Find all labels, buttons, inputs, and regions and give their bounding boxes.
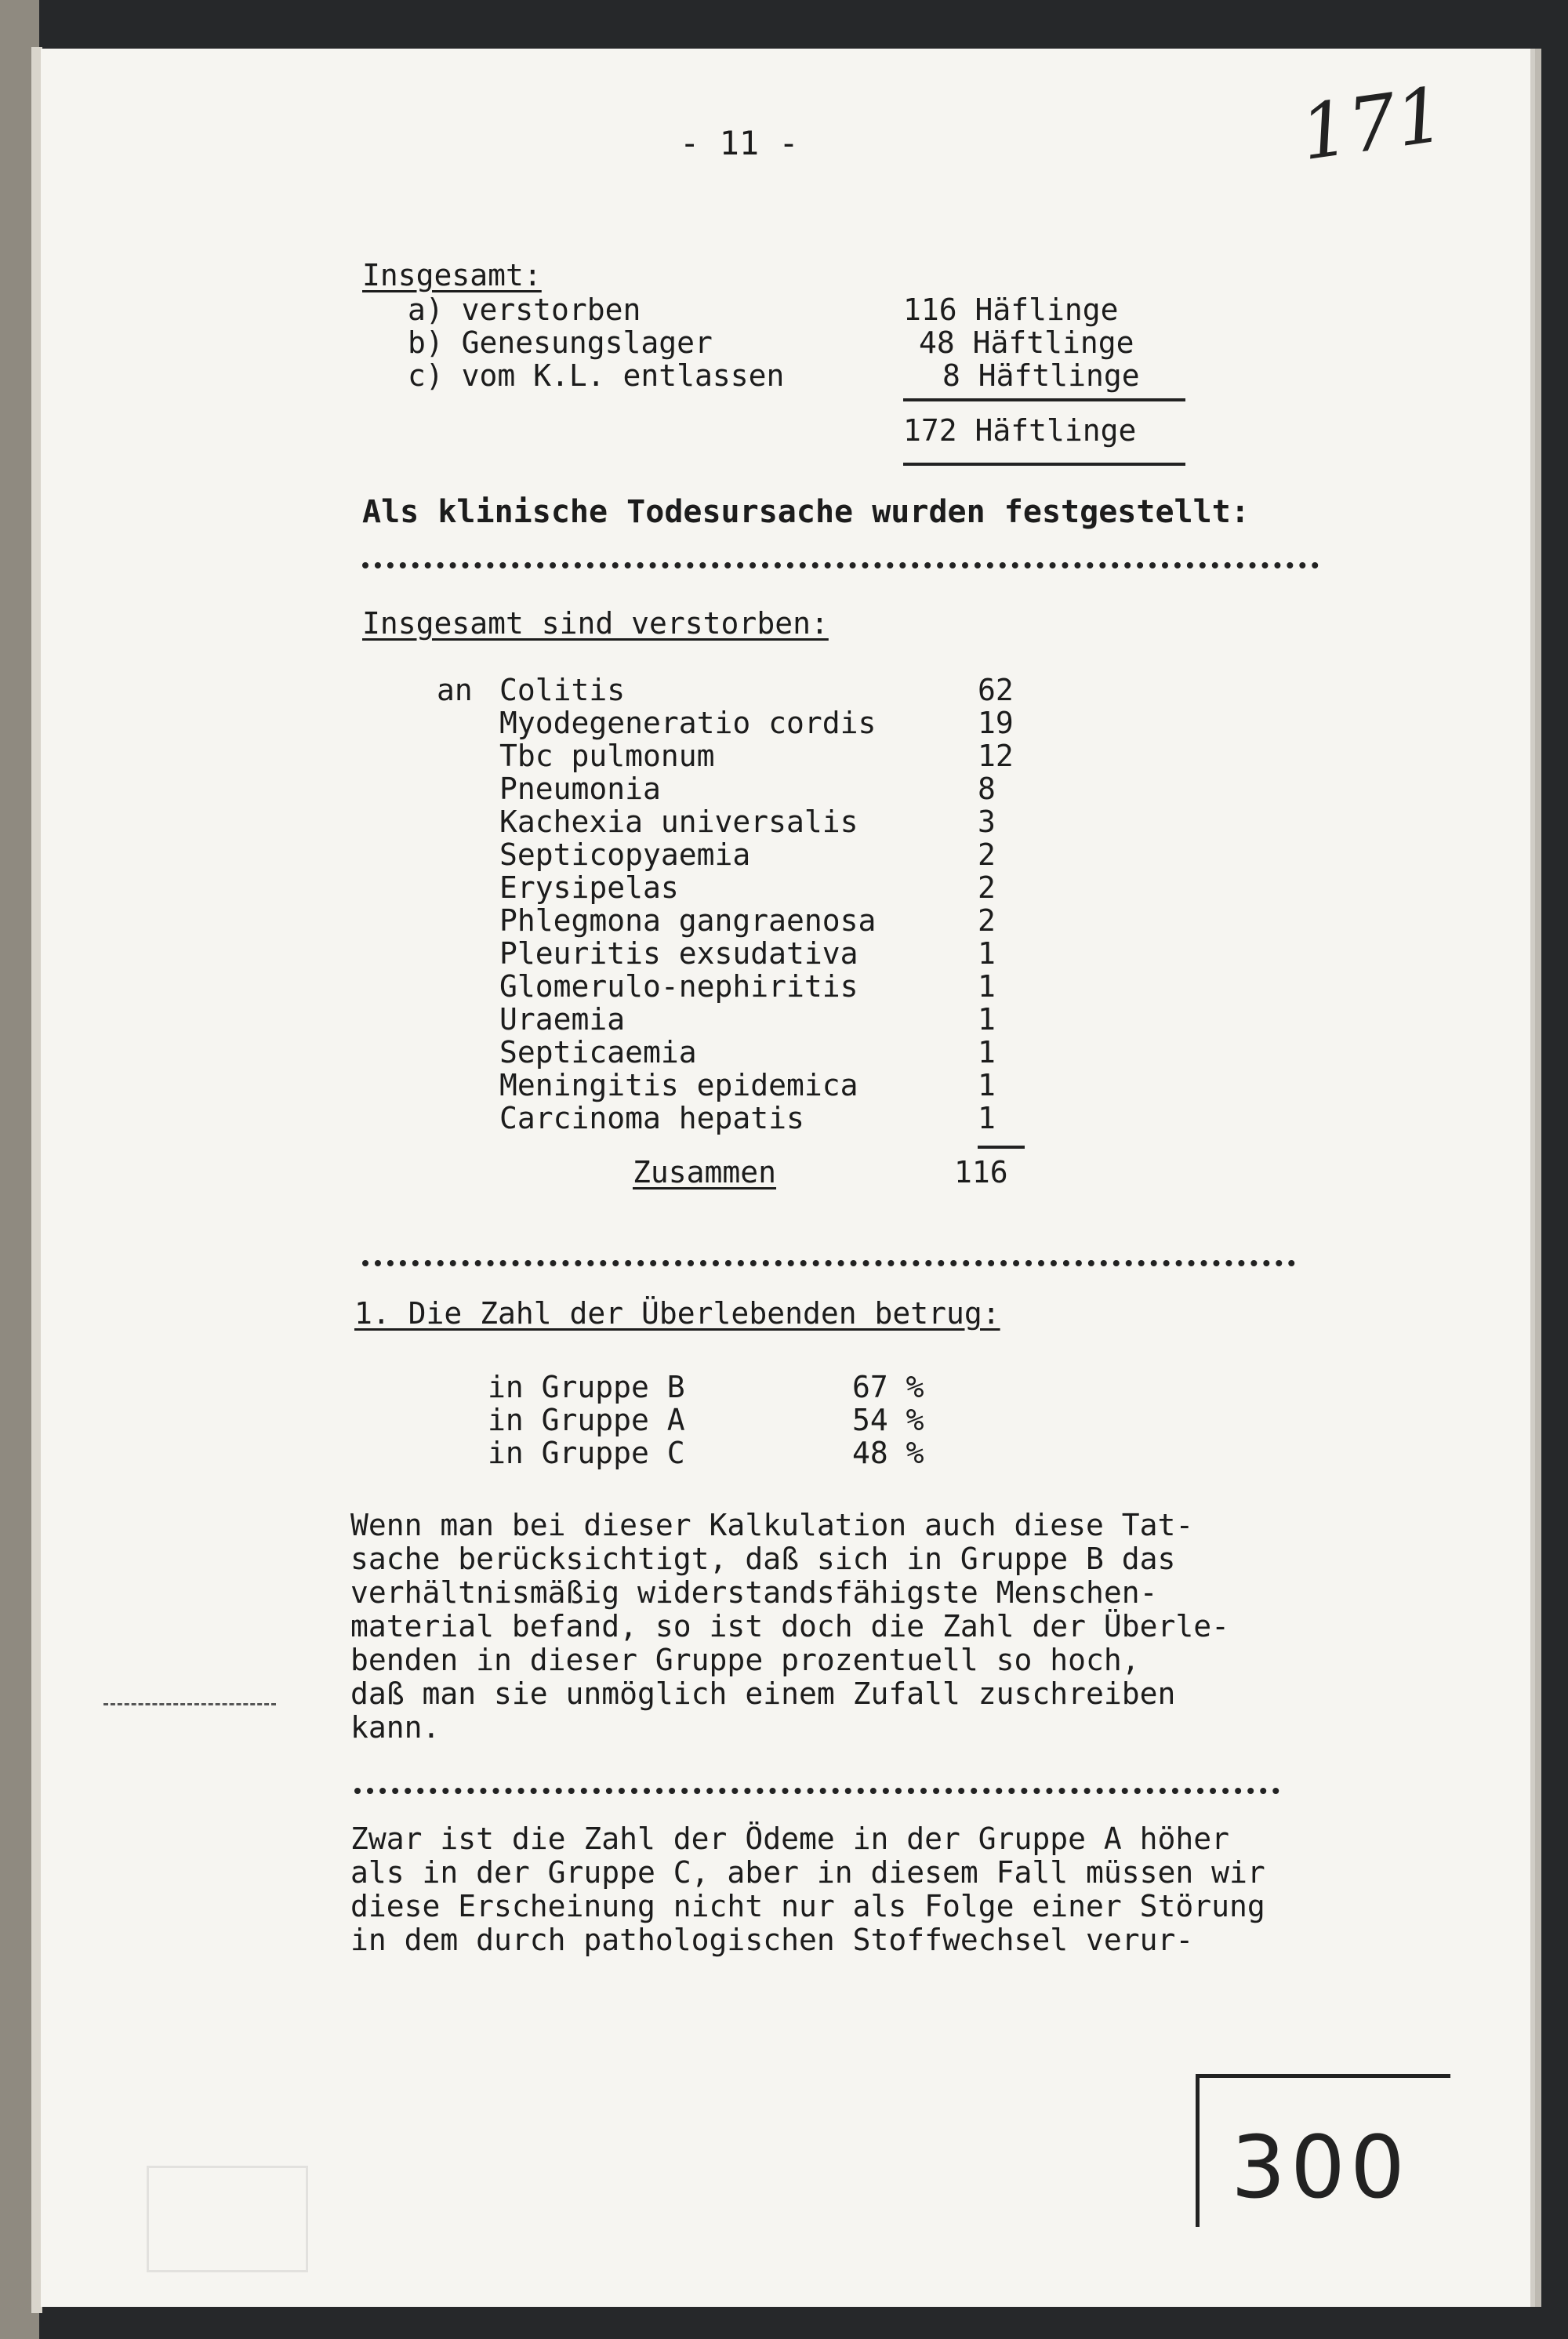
- paragraph-line: benden in dieser Gruppe prozentuell so hoch,: [350, 1643, 1140, 1677]
- survivors-group-c: in Gruppe C: [488, 1436, 685, 1470]
- death-count: 1: [978, 1002, 996, 1037]
- paragraph-line: Zwar ist die Zahl der Ödeme in der Gruppe A höher: [350, 1821, 1230, 1856]
- death-count: 2: [978, 870, 996, 905]
- death-cause: Tbc pulmonum: [499, 739, 715, 773]
- death-cause: Kachexia universalis: [499, 804, 858, 839]
- page-number: - 11 -: [680, 124, 799, 162]
- death-count: 2: [978, 903, 996, 938]
- margin-mark: [103, 1703, 276, 1705]
- death-count: 19: [978, 706, 1014, 740]
- paragraph-line: material befand, so ist doch die Zahl der Überle-: [350, 1609, 1230, 1643]
- death-cause: Colitis: [499, 673, 626, 707]
- paragraph-line: diese Erscheinung nicht nur als Folge einer Störung: [350, 1889, 1265, 1923]
- totals-heading: Insgesamt:: [362, 258, 542, 292]
- death-cause: Pneumonia: [499, 772, 661, 806]
- paragraph-line: als in der Gruppe C, aber in diesem Fall müssen wir: [350, 1855, 1265, 1890]
- death-cause: Carcinoma hepatis: [499, 1101, 804, 1135]
- death-cause: Meningitis epidemica: [499, 1068, 858, 1102]
- deaths-prefix: an: [437, 673, 473, 707]
- death-count: 3: [978, 804, 996, 839]
- dotted-separator-1: [362, 562, 1319, 568]
- death-cause: Myodegeneratio cordis: [499, 706, 877, 740]
- death-count: 1: [978, 1101, 996, 1135]
- deaths-total-label: Zusammen: [633, 1155, 777, 1189]
- archive-stamp-number: 300: [1231, 2117, 1410, 2217]
- paragraph-line: in dem durch pathologischen Stoffwechsel verur-: [350, 1923, 1194, 1957]
- faint-stamp-outline: [147, 2166, 308, 2272]
- death-count: 1: [978, 969, 996, 1004]
- deaths-underline: [978, 1146, 1025, 1149]
- death-cause: Glomerulo-nephiritis: [499, 969, 858, 1004]
- dotted-separator-2: [362, 1260, 1295, 1266]
- totals-label-a: a) verstorben: [408, 292, 641, 327]
- totals-label-b: b) Genesungslager: [408, 325, 713, 360]
- survivors-percent-a: 54 %: [852, 1403, 924, 1437]
- paragraph-line: Wenn man bei dieser Kalkulation auch diese Tat-: [350, 1508, 1194, 1542]
- cause-heading: Als klinische Todesursache wurden festgestellt:: [362, 494, 1250, 530]
- death-count: 1: [978, 1035, 996, 1070]
- totals-label-c: c) vom K.L. entlassen: [408, 358, 785, 393]
- survivors-heading: 1. Die Zahl der Überlebenden betrug:: [354, 1296, 1000, 1331]
- death-count: 1: [978, 1068, 996, 1102]
- survivors-percent-b: 67 %: [852, 1370, 924, 1404]
- death-cause: Phlegmona gangraenosa: [499, 903, 877, 938]
- paragraph-line: verhältnismäßig widerstandsfähigste Menschen-: [350, 1575, 1158, 1610]
- totals-sum: 172 Häftlinge: [903, 413, 1137, 448]
- handwritten-annotation: 171: [1294, 70, 1450, 178]
- paragraph-line: kann.: [350, 1710, 441, 1745]
- survivors-percent-c: 48 %: [852, 1436, 924, 1470]
- totals-double-underline: [903, 463, 1185, 466]
- death-cause: Septicopyaemia: [499, 837, 751, 872]
- death-cause: Uraemia: [499, 1002, 626, 1037]
- paragraph-line: sache berücksichtigt, daß sich in Gruppe B das: [350, 1542, 1176, 1576]
- death-count: 8: [978, 772, 996, 806]
- survivors-group-a: in Gruppe A: [488, 1403, 685, 1437]
- dotted-separator-3: [354, 1788, 1279, 1794]
- totals-value-b: 48 Häftlinge: [919, 325, 1134, 360]
- document-page: [41, 49, 1530, 2307]
- totals-value-a: 116 Häflinge: [903, 292, 1119, 327]
- deaths-heading: Insgesamt sind verstorben:: [362, 606, 829, 641]
- death-cause: Septicaemia: [499, 1035, 697, 1070]
- death-count: 62: [978, 673, 1014, 707]
- totals-underline: [903, 398, 1185, 401]
- deaths-total-value: 116: [954, 1155, 1008, 1189]
- death-cause: Erysipelas: [499, 870, 679, 905]
- death-cause: Pleuritis exsudativa: [499, 936, 858, 971]
- death-count: 1: [978, 936, 996, 971]
- death-count: 12: [978, 739, 1014, 773]
- survivors-group-b: in Gruppe B: [488, 1370, 685, 1404]
- totals-value-c: 8 Häftlinge: [942, 358, 1140, 393]
- paragraph-line: daß man sie unmöglich einem Zufall zuschreiben: [350, 1676, 1176, 1711]
- death-count: 2: [978, 837, 996, 872]
